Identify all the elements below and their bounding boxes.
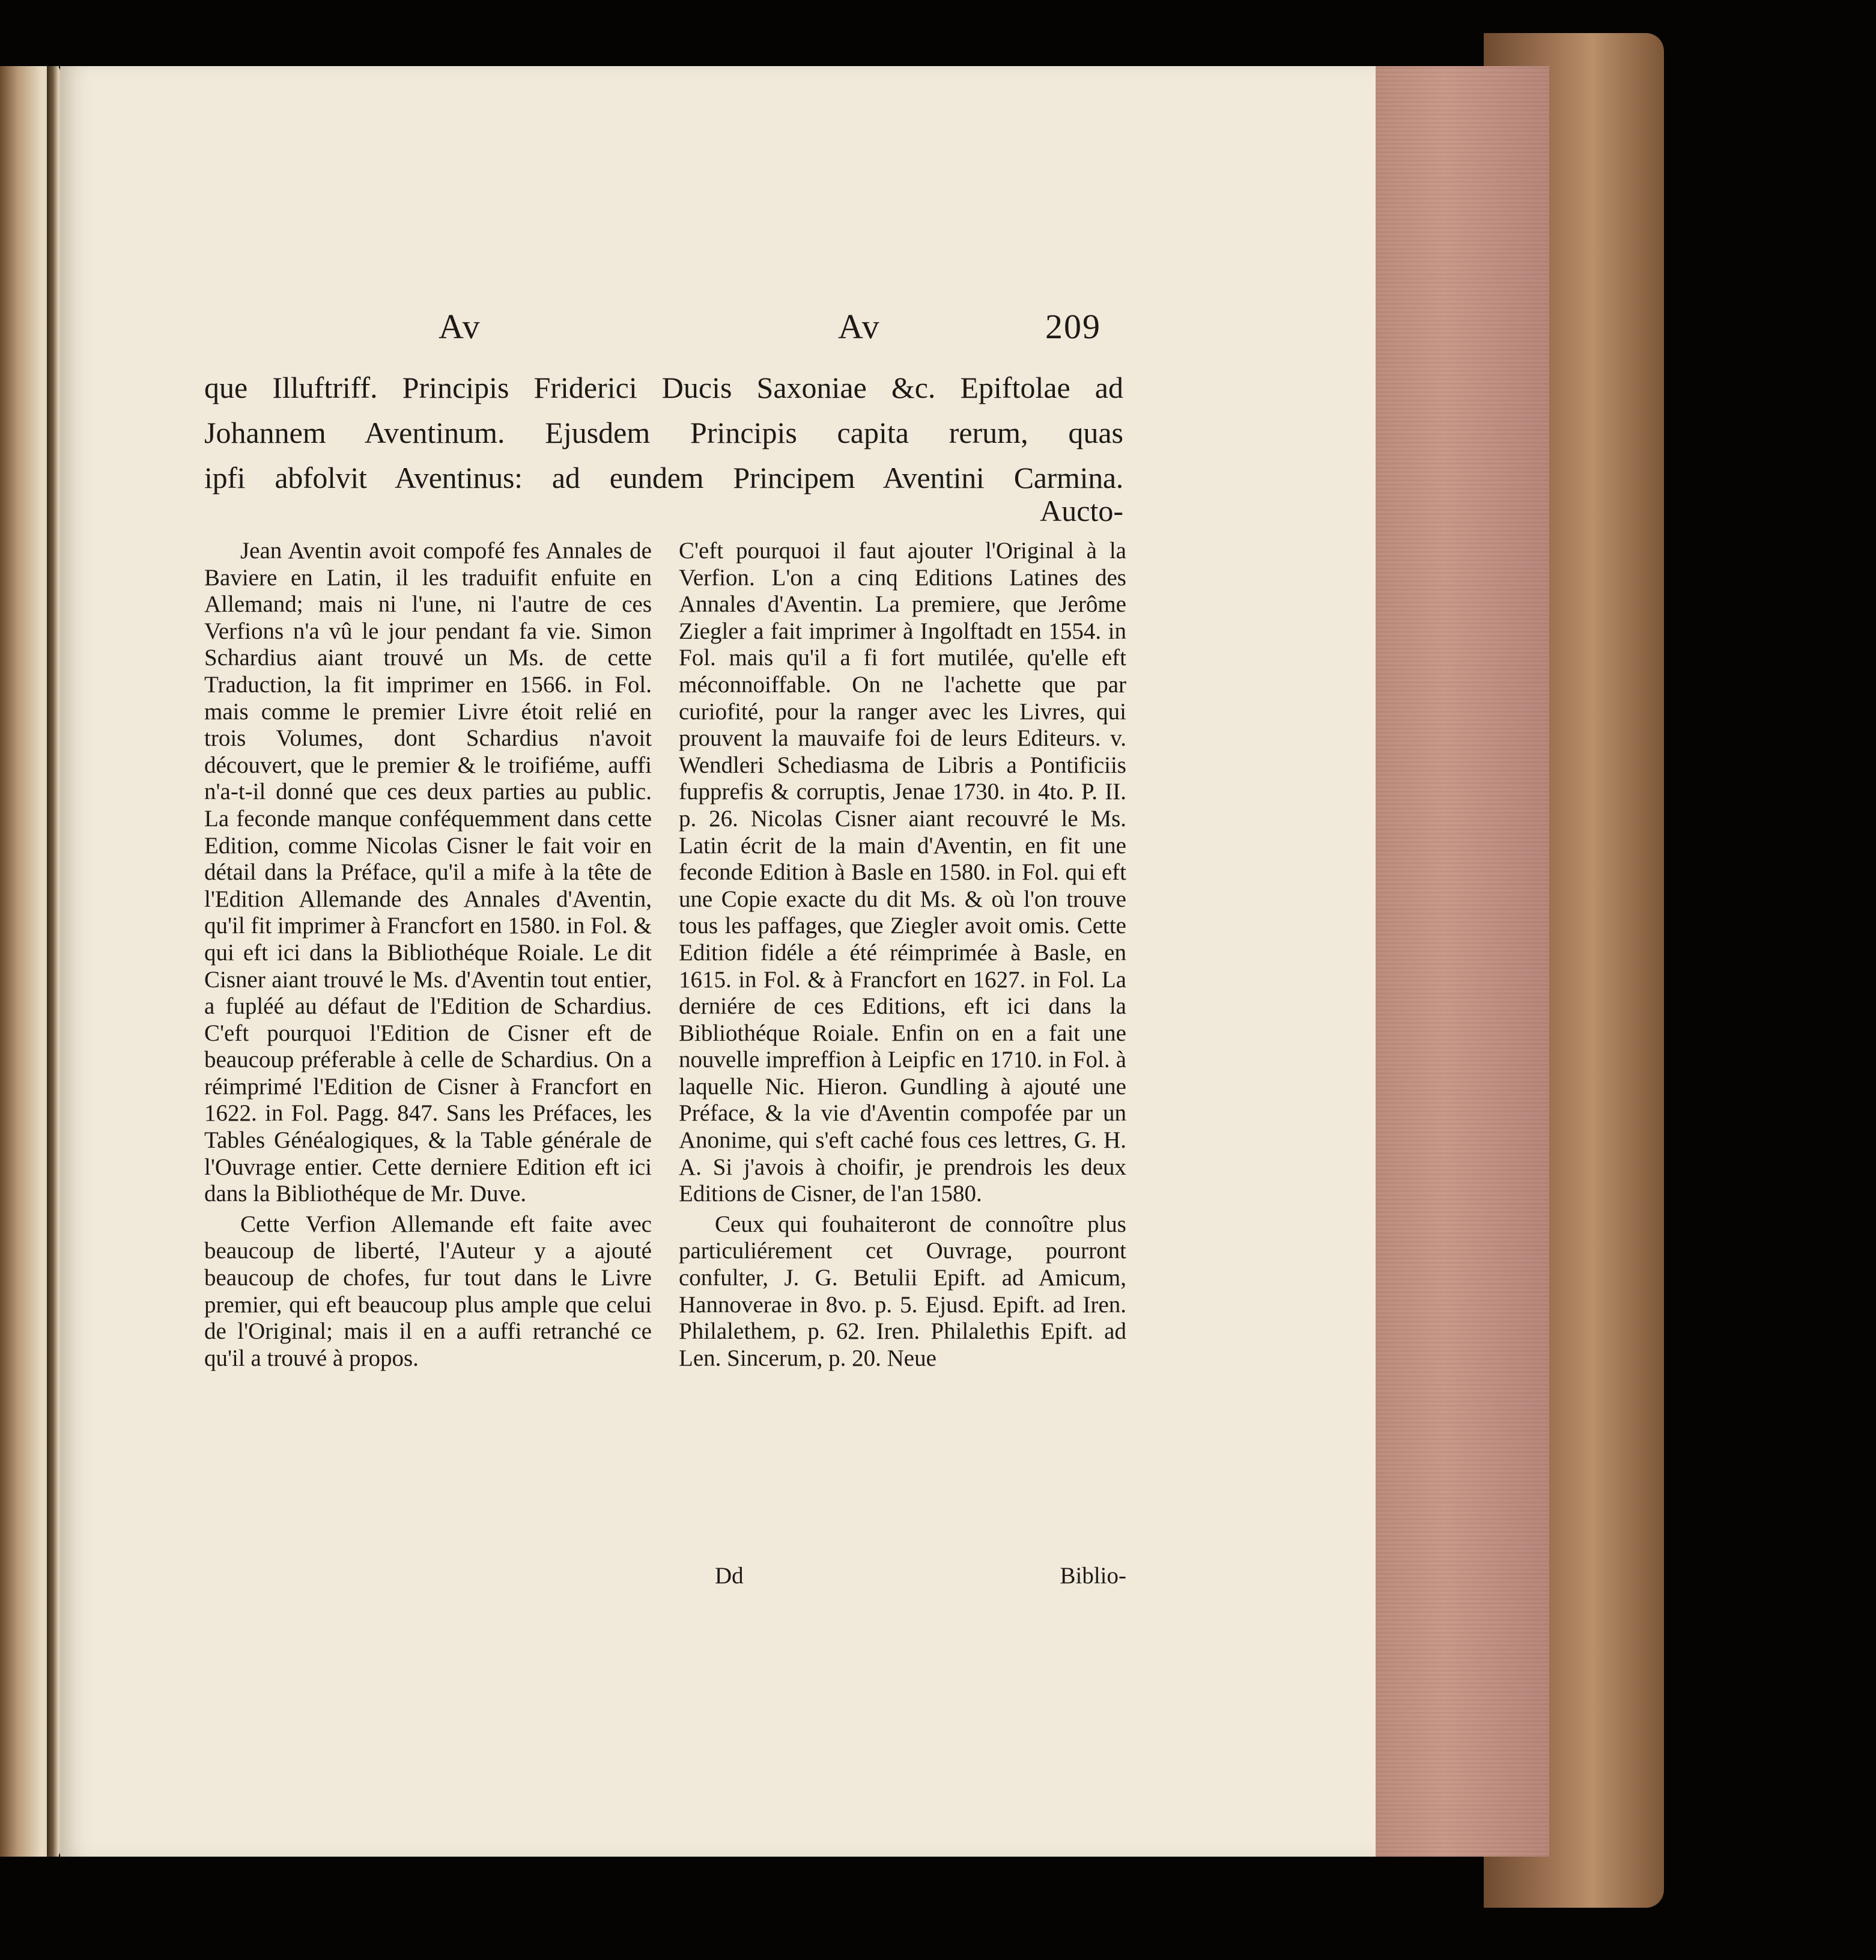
left-paragraph-2: Cette Verfion Allemande eft faite avec beaucoup de liberté, l'Auteur y a ajouté beaucoup de chofes, fur tout dans le Livre premier, qui eft beaucoup plus ample que celui de l'Original; mais il en a auffi retranché ce qu'il a trouvé à propos. <box>204 1211 652 1371</box>
gutter <box>47 66 59 1857</box>
running-head-center: Av <box>838 307 881 346</box>
left-column <box>204 538 652 1372</box>
right-column <box>679 538 1126 1372</box>
right-paragraph-1: C'eft pourquoi il faut ajouter l'Original à la Verfion. L'on a cinq Editions Latines des Annales d'Aventin. La premiere, que Jerôme Ziegler a fait imprimer à Ingolftadt en 1554. in Fol. mais qu'il a fi fort mutilée, qu'elle eft méconnoiffable. On ne l'achette que par curiofité, pour la ranger avec les Livres, qui prouvent la mauvaife foi de leurs Editeurs. v. Wendleri Schediasma de Libris a Pontificiis fupprefis & corruptis, Jenae 1730. in 4to. P. II. p. 26. Nicolas Cisner aiant recouvré le Ms. Latin écrit de la main d'Aventin, en fit une feconde Edition à Basle en 1580. in Fol. qui eft une Copie exacte du dit Ms. & où l'on trouve tous les paffages, que Ziegler avoit omis. Cette Edition fidéle a été réimprimée à Basle, en 1615. in Fol. & à Francfort en 1627. in Fol. La derniére de ces Editions, eft ici dans la Bibliothéque Roiale. Enfin on en a fait une nouvelle impreffion à Leipfic en 1710. in Fol. à laquelle Nic. Hieron. Gundling à ajouté une Préface, & la vie d'Aventin compofée par un Anonime, qui s'eft caché fous ces lettres, G. H. A. Si j'avois à choifir, je prendrois les deux Editions de Cisner, de l'an 1580. <box>679 538 1126 1207</box>
header-catchword: Aucto- <box>1040 494 1123 528</box>
book-page <box>60 66 1376 1857</box>
header-line-1: que Illuftriff. Principis Friderici Ducis Saxoniae &c. Epiftolae ad <box>204 371 1123 404</box>
page-fore-edge <box>1373 66 1549 1857</box>
page-number: 209 <box>1045 307 1101 346</box>
running-head-left: Av <box>439 307 481 346</box>
right-paragraph-2: Ceux qui fouhaiteront de connoître plus particuliérement cet Ouvrage, pourront confulter, J. G. Betulii Epift. ad Amicum, Hannoverae in 8vo. p. 5. Ejusd. Epift. ad Iren. Philalethem, p. 62. Iren. Philalethis Epift. ad Len. Sincerum, p. 20. Neue <box>679 1211 1126 1371</box>
signature-mark: Dd <box>715 1563 744 1589</box>
left-paragraph-1: Jean Aventin avoit compofé fes Annales de Baviere en Latin, il les traduifit enfuite en Allemand; mais ni l'une, ni l'autre de ces Verfions n'a vû le jour pendant fa vie. Simon Schardius aiant trouvé un Ms. de cette Traduction, la fit imprimer en 1566. in Fol. mais comme le premier Livre étoit relié en trois Volumes, dont Schardius n'avoit découvert, que le premier & le troifiéme, auffi n'a-t-il donné que ces deux parties au public. La feconde manque conféquemment dans cette Edition, comme Nicolas Cisner le fait voir en détail dans la Préface, qu'il a mife à la tête de l'Edition Allemande des Annales d'Aventin, qu'il fit imprimer à Francfort en 1580. in Fol. & qui eft ici dans la Bibliothéque Roiale. Le dit Cisner aiant trouvé le Ms. d'Aventin tout entier, a fupléé au défaut de l'Edition de Schardius. C'eft pourquoi l'Edition de Cisner eft de beaucoup préferable à celle de Schardius. On a réimprimé l'Edition de Cisner à Francfort en 1622. in Fol. Pagg. 847. Sans les Préfaces, les Tables Généalogiques, & la Table générale de l'Ouvrage entier. Cette derniere Edition eft ici dans la Bibliothéque de Mr. Duve. <box>204 538 652 1207</box>
catchword: Biblio- <box>1060 1563 1126 1589</box>
header-line-3: ipfi abfolvit Aventinus: ad eundem Principem Aventini Carmina. <box>204 461 1123 495</box>
header-line-2: Johannem Aventinum. Ejusdem Principis capita rerum, quas <box>204 416 1123 449</box>
